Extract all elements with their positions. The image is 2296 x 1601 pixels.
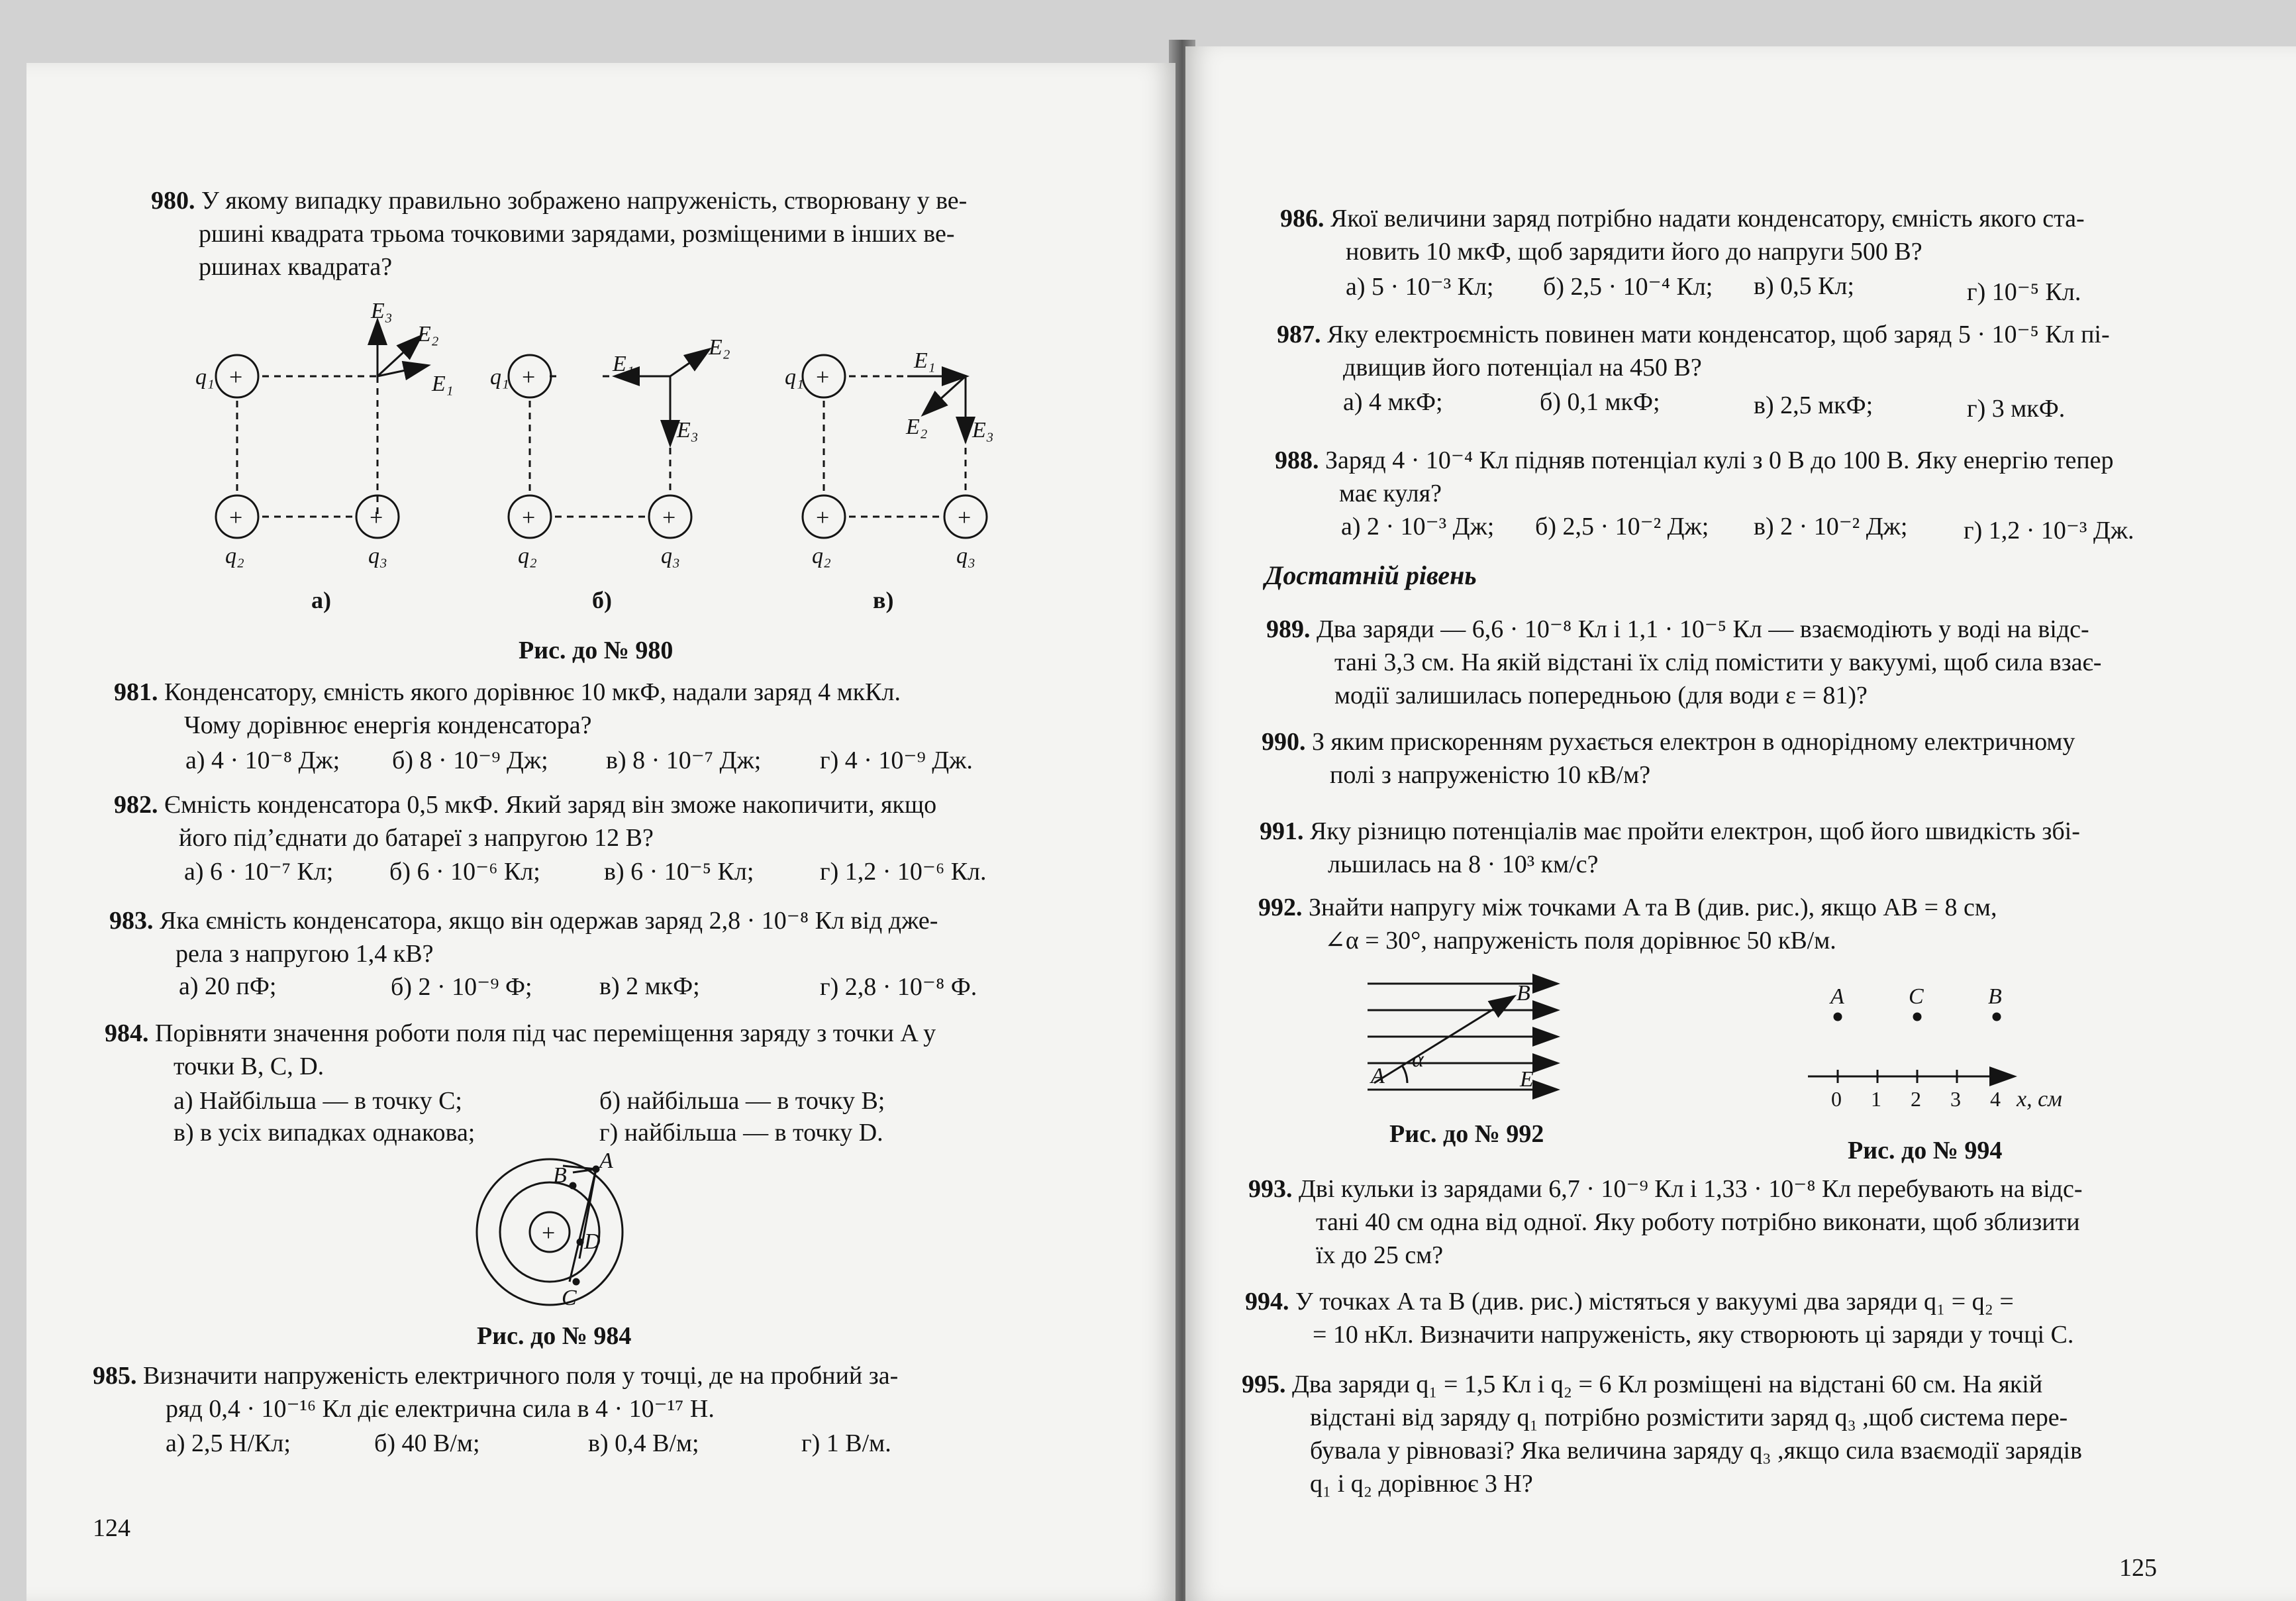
q984-option-a: а) Найбільша — в точку C; bbox=[174, 1087, 462, 1115]
q988-option-v: в) 2 · 10⁻² Дж; bbox=[1754, 513, 1908, 541]
vector-E1-a bbox=[377, 366, 427, 376]
q983-option-b: б) 2 · 10⁻⁹ Ф; bbox=[391, 973, 532, 1001]
q986-option-g: г) 10⁻⁵ Кл. bbox=[1967, 278, 2081, 306]
q995-line-3: бувала у рівновазі? Яка величина заряду q₃ ,якщо сила взаємодії зарядів bbox=[1310, 1437, 2082, 1465]
q980-line-2: ршині квадрата трьома точковими зарядами, розміщеними в інших ве- bbox=[199, 220, 955, 248]
q983-line-2: рела з напругою 1,4 кВ? bbox=[175, 940, 434, 968]
q986-option-b: б) 2,5 · 10⁻⁴ Кл; bbox=[1543, 273, 1713, 301]
svg-text:q₁: q₁ bbox=[785, 365, 804, 389]
label-E-992: E bbox=[1520, 1067, 1534, 1092]
label-C-994: C bbox=[1909, 984, 1924, 1009]
label-D: D bbox=[584, 1229, 601, 1254]
q994-line-2: = 10 нКл. Визначити напруженість, яку створюють ці заряди у точці C. bbox=[1313, 1321, 2074, 1349]
q983-number: 983. bbox=[109, 907, 154, 935]
q981-option-v: в) 8 · 10⁻⁷ Дж; bbox=[606, 747, 762, 774]
q986-line-1: 986. Якої величини заряд потрібно надати конденсатору, ємність якого ста- bbox=[1280, 205, 2085, 232]
svg-text:q₃: q₃ bbox=[956, 544, 975, 568]
label-E1-a: E₁ bbox=[432, 372, 454, 396]
svg-text:+: + bbox=[522, 364, 536, 390]
q980-line-1: 980. У якому випадку правильно зображено напруженість, створювану у ве- bbox=[151, 187, 968, 215]
svg-text:+: + bbox=[542, 1219, 556, 1246]
label-alpha: α bbox=[1412, 1047, 1424, 1072]
svg-text:q₃: q₃ bbox=[661, 544, 680, 568]
svg-text:+: + bbox=[958, 504, 972, 531]
svg-text:E₃: E₃ bbox=[677, 418, 699, 442]
q992-line-1: 992. Знайти напругу між точками A та B (див. рис.), якщо AB = 8 см, bbox=[1258, 894, 1997, 921]
q995-line-1: 995. Два заряди q₁ = 1,5 Кл і q₂ = 6 Кл розміщені на відстані 60 см. На якій bbox=[1242, 1370, 2043, 1398]
svg-text:+: + bbox=[662, 504, 676, 531]
q987-option-a: а) 4 мкФ; bbox=[1343, 388, 1443, 416]
q990-line-2: полі з напруженістю 10 кВ/м? bbox=[1330, 761, 1651, 789]
svg-text:E₁: E₁ bbox=[613, 352, 634, 376]
label-C: C bbox=[562, 1286, 577, 1310]
q987-option-g: г) 3 мкФ. bbox=[1967, 395, 2066, 423]
q984-line-2: точки B, C, D. bbox=[174, 1053, 324, 1080]
label-q1-a: q₁ bbox=[195, 365, 215, 389]
q985-line-2: ряд 0,4 · 10⁻¹⁶ Кл діє електрична сила в 4 · 10⁻¹⁷ Н. bbox=[166, 1395, 715, 1423]
q989-line-1: 989. Два заряди — 6,6 · 10⁻⁸ Кл і 1,1 · 10⁻⁵ Кл — взаємодіють у воді на відс- bbox=[1266, 615, 2089, 643]
tick-1: 1 bbox=[1871, 1087, 1881, 1111]
svg-text:q₂: q₂ bbox=[812, 544, 831, 568]
q981-line-1: 981. Конденсатору, ємність якого дорівнює 10 мкФ, надали заряд 4 мкКл. bbox=[114, 678, 901, 706]
q985-number: 985. bbox=[93, 1362, 137, 1390]
svg-text:+: + bbox=[229, 504, 243, 531]
q988-line-2: має куля? bbox=[1339, 480, 1442, 507]
q993-line-2: тані 40 см одна від одної. Яку роботу потрібно виконати, щоб зблизити bbox=[1316, 1208, 2080, 1236]
q985-option-b: б) 40 В/м; bbox=[374, 1429, 480, 1457]
q986-number: 986. bbox=[1280, 205, 1324, 232]
page-number-right: 125 bbox=[2119, 1554, 2157, 1582]
q985-line-1: 985. Визначити напруженість електричного поля у точці, де на пробний за- bbox=[93, 1362, 899, 1390]
q985-option-g: г) 1 В/м. bbox=[801, 1429, 891, 1457]
q982-option-a: а) 6 · 10⁻⁷ Кл; bbox=[184, 858, 334, 886]
q995-line-2: відстані від заряду q₁ потрібно розмістити заряд q₃ ,щоб система пере- bbox=[1310, 1404, 2068, 1431]
q988-option-b: б) 2,5 · 10⁻² Дж; bbox=[1535, 513, 1709, 541]
q993-line-1: 993. Дві кульки із зарядами 6,7 · 10⁻⁹ Кл і 1,33 · 10⁻⁸ Кл перебувають на відс- bbox=[1248, 1175, 2083, 1203]
q995-number: 995. bbox=[1242, 1370, 1286, 1398]
figure-980-b bbox=[509, 350, 709, 538]
figure-980-a bbox=[216, 321, 427, 538]
q984-number: 984. bbox=[105, 1019, 149, 1047]
q987-line-1: 987. Яку електроємність повинен мати конденсатор, щоб заряд 5 · 10⁻⁵ Кл пі- bbox=[1277, 321, 2110, 348]
svg-text:E₂: E₂ bbox=[906, 415, 928, 439]
q993-number: 993. bbox=[1248, 1175, 1293, 1203]
q983-line-1: 983. Яка ємність конденсатора, якщо він одержав заряд 2,8 · 10⁻⁸ Кл від дже- bbox=[109, 907, 938, 935]
q984-option-b: б) найбільша — в точку B; bbox=[599, 1087, 885, 1115]
q982-option-v: в) 6 · 10⁻⁵ Кл; bbox=[604, 858, 754, 886]
q990-number: 990. bbox=[1262, 728, 1306, 756]
q987-option-v: в) 2,5 мкФ; bbox=[1754, 391, 1873, 419]
q988-option-a: а) 2 · 10⁻³ Дж; bbox=[1341, 513, 1495, 541]
q981-line-2: Чому дорівнює енергія конденсатора? bbox=[184, 711, 592, 739]
q993-line-3: їх до 25 см? bbox=[1316, 1241, 1444, 1269]
q992-number: 992. bbox=[1258, 894, 1303, 921]
q981-option-a: а) 4 · 10⁻⁸ Дж; bbox=[185, 747, 340, 774]
svg-text:+: + bbox=[370, 504, 383, 531]
q991-line-2: льшилась на 8 · 10³ км/с? bbox=[1328, 851, 1599, 878]
page-number-left: 124 bbox=[93, 1514, 130, 1542]
caption-992: Рис. до № 992 bbox=[1389, 1120, 1544, 1148]
figure-984 bbox=[464, 1149, 675, 1315]
svg-text:+: + bbox=[522, 504, 536, 531]
label-b: б) bbox=[592, 587, 612, 613]
caption-980: Рис. до № 980 bbox=[519, 637, 674, 664]
q982-line-1: 982. Ємність конденсатора 0,5 мкФ. Який заряд він зможе накопичити, якщо bbox=[114, 791, 937, 819]
q988-option-g: г) 1,2 · 10⁻³ Дж. bbox=[1964, 517, 2134, 544]
q985-option-a: а) 2,5 Н/Кл; bbox=[166, 1429, 291, 1457]
tick-3: 3 bbox=[1950, 1087, 1961, 1111]
axis-label: x, см bbox=[2017, 1087, 2062, 1111]
figure-994 bbox=[1788, 974, 2066, 1113]
q984-option-v: в) в усіх випадках однакова; bbox=[174, 1119, 475, 1147]
svg-text:+: + bbox=[816, 504, 830, 531]
q989-number: 989. bbox=[1266, 615, 1311, 643]
q983-option-g: г) 2,8 · 10⁻⁸ Ф. bbox=[820, 973, 977, 1001]
q985-option-v: в) 0,4 В/м; bbox=[588, 1429, 699, 1457]
q987-number: 987. bbox=[1277, 321, 1321, 348]
q982-option-g: г) 1,2 · 10⁻⁶ Кл. bbox=[820, 858, 987, 886]
q981-number: 981. bbox=[114, 678, 158, 706]
q986-option-a: а) 5 · 10⁻³ Кл; bbox=[1346, 273, 1494, 301]
q982-option-b: б) 6 · 10⁻⁶ Кл; bbox=[389, 858, 540, 886]
q983-option-v: в) 2 мкФ; bbox=[599, 972, 700, 1000]
q989-line-2: тані 3,3 см. На якій відстані їх слід помістити у вакуумі, щоб сила взає- bbox=[1334, 648, 2102, 676]
figure-980 bbox=[179, 291, 1073, 629]
q984-line-1: 984. Порівняти значення роботи поля під час переміщення заряду з точки A у bbox=[105, 1019, 936, 1047]
label-E3-a: E₃ bbox=[371, 299, 393, 323]
q987-option-b: б) 0,1 мкФ; bbox=[1540, 388, 1660, 416]
svg-text:+: + bbox=[816, 364, 830, 390]
label-B-994: B bbox=[1988, 984, 2002, 1009]
svg-text:E₁: E₁ bbox=[914, 348, 936, 373]
figure-992 bbox=[1358, 967, 1576, 1106]
label-B: B bbox=[553, 1163, 567, 1188]
q986-option-v: в) 0,5 Кл; bbox=[1754, 272, 1854, 300]
label-B-992: B bbox=[1517, 981, 1530, 1006]
q991-number: 991. bbox=[1260, 817, 1304, 845]
label-A: A bbox=[599, 1149, 613, 1173]
q982-number: 982. bbox=[114, 791, 158, 819]
label-A-992: A bbox=[1371, 1064, 1385, 1088]
vector-E2-b bbox=[670, 350, 709, 376]
svg-text:E₂: E₂ bbox=[709, 335, 730, 360]
vector-E2-a bbox=[377, 336, 421, 376]
tick-0: 0 bbox=[1831, 1087, 1842, 1111]
label-q2-a: q₂ bbox=[225, 544, 244, 568]
svg-text:E₃: E₃ bbox=[972, 418, 994, 442]
svg-text:q₁: q₁ bbox=[490, 365, 509, 389]
q994-number: 994. bbox=[1245, 1288, 1289, 1316]
tick-4: 4 bbox=[1990, 1087, 2001, 1111]
q991-line-1: 991. Яку різницю потенціалів має пройти електрон, щоб його швидкість збі- bbox=[1260, 817, 2080, 845]
point-A bbox=[1834, 1013, 1841, 1020]
q981-option-g: г) 4 · 10⁻⁹ Дж. bbox=[820, 747, 973, 774]
q984-option-g: г) найбільша — в точку D. bbox=[599, 1119, 883, 1147]
q981-option-b: б) 8 · 10⁻⁹ Дж; bbox=[392, 747, 548, 774]
label-A-994: A bbox=[1830, 984, 1844, 1009]
point-B bbox=[1993, 1013, 2000, 1020]
section-heading: Достатній рівень bbox=[1265, 560, 1477, 590]
tick-2: 2 bbox=[1911, 1087, 1921, 1111]
plus-sign: + bbox=[229, 364, 243, 390]
vector-E2-v bbox=[924, 376, 966, 414]
q988-line-1: 988. Заряд 4 · 10⁻⁴ Кл підняв потенціал кулі з 0 В до 100 В. Яку енергію тепер bbox=[1275, 446, 2114, 474]
point-C bbox=[1914, 1013, 1921, 1020]
label-a: а) bbox=[311, 587, 331, 613]
label-E2-a: E₂ bbox=[417, 322, 439, 346]
q989-line-3: модії залишилась попередньою (для води ε = 81)? bbox=[1334, 682, 1868, 709]
q995-line-4: q₁ і q₂ дорівнює 3 Н? bbox=[1310, 1470, 1533, 1498]
q982-line-2: його під’єднати до батареї з напругою 12 В? bbox=[179, 824, 654, 852]
q980-line-3: ршинах квадрата? bbox=[199, 253, 393, 281]
q990-line-1: 990. З яким прискоренням рухається електрон в однорідному електричному bbox=[1262, 728, 2075, 756]
label-v: в) bbox=[873, 587, 894, 613]
q988-number: 988. bbox=[1275, 446, 1319, 474]
svg-text:q₂: q₂ bbox=[518, 544, 537, 568]
q980-number: 980. bbox=[151, 187, 195, 215]
caption-994: Рис. до № 994 bbox=[1848, 1137, 2003, 1164]
q992-line-2: ∠α = 30°, напруженість поля дорівнює 50 кВ/м. bbox=[1324, 927, 1836, 955]
q987-line-2: двищив його потенціал на 450 В? bbox=[1343, 354, 1702, 382]
q983-option-a: а) 20 пФ; bbox=[179, 972, 277, 1000]
label-q3-a: q₃ bbox=[368, 544, 387, 568]
q994-line-1: 994. У точках A та B (див. рис.) містяться у вакуумі два заряди q₁ = q₂ = bbox=[1245, 1288, 2014, 1316]
q986-line-2: новить 10 мкФ, щоб зарядити його до напруги 500 В? bbox=[1346, 238, 1922, 266]
caption-984: Рис. до № 984 bbox=[477, 1322, 632, 1350]
